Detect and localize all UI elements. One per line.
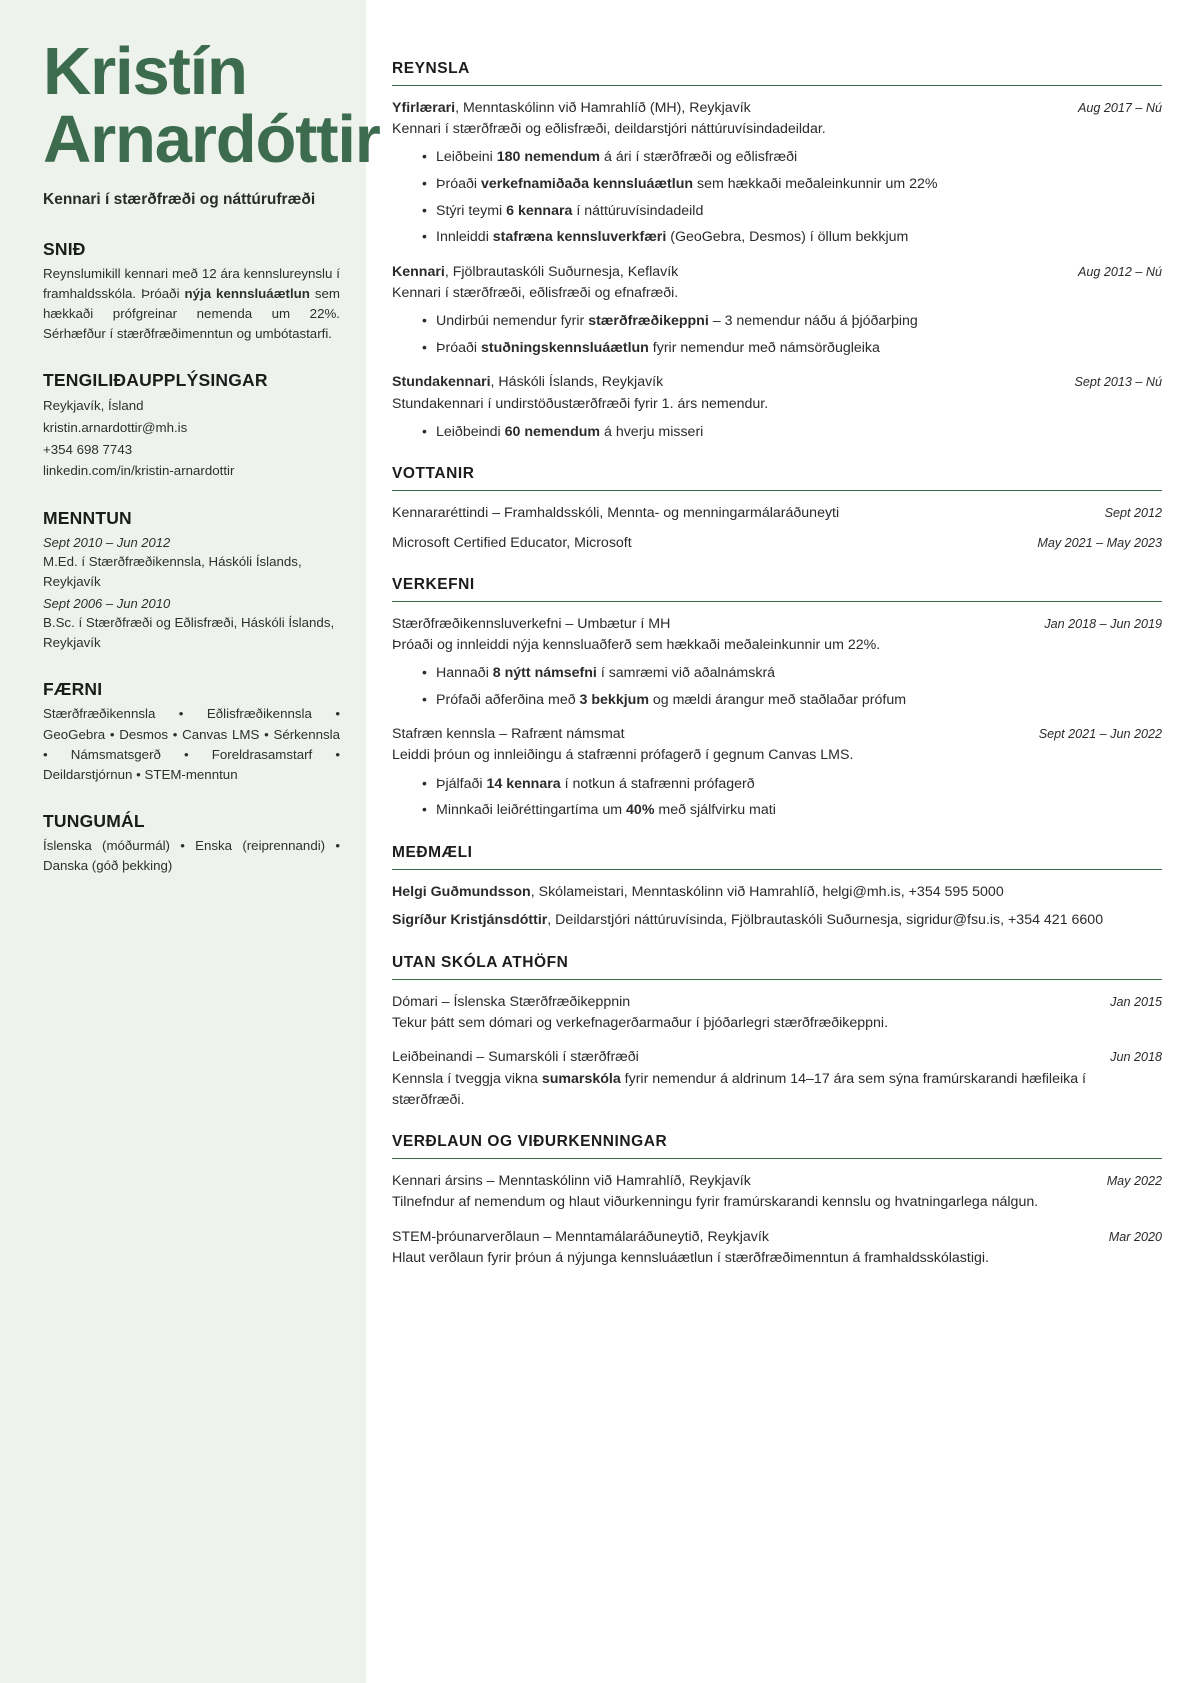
entry-title: [392, 262, 678, 282]
skills-text: Stærðfræðikennsla • Eðlisfræðikennsla • GeoGebra • Desmos • Canvas LMS • Sérkennsla • Námsmatsgerð • Foreldrasamstarf • Deildarstjórnun • STEM-menntun: [43, 706, 340, 782]
reference-item: [392, 910, 1162, 932]
experience-entry: [392, 262, 1162, 360]
bullet-bold: stafræna kennsluverkfæri: [492, 229, 667, 246]
languages-heading: TUNGUMÁL: [43, 811, 145, 832]
bullet-after: með sjálfvirku mati: [654, 802, 776, 819]
certification-text: Microsoft Certified Educator, Microsoft: [392, 535, 632, 551]
bullet-before: Prófaði aðferðina með: [436, 691, 580, 708]
reference-details: , Deildarstjóri náttúruvísinda, Fjölbrautaskóli Suðurnesja, sigridur@fsu.is, +354 421 6600: [547, 912, 1104, 929]
project-summary: Leiddi þróun og innleiðingu á stafrænni prófagerð í gegnum Canvas LMS.: [392, 747, 854, 764]
job-title: Kennari í stærðfræði og náttúrufræði: [43, 190, 316, 208]
bullet-before: Þjálfaði: [436, 775, 487, 792]
languages-text: Íslenska (móðurmál) • Enska (reiprennandi) • Danska (góð þekking): [43, 838, 340, 874]
entry-header: [392, 1227, 1162, 1247]
profile-text-bold: nýja kennsluáætlun: [184, 285, 310, 301]
experience-section: [392, 60, 1162, 443]
references-heading: MEÐMÆLI: [392, 843, 473, 861]
last-name: Arnardóttir: [43, 102, 380, 178]
entry-header: [392, 1171, 1162, 1191]
sidebar: [0, 0, 380, 1683]
award-summary: Hlaut verðlaun fyrir þróun á nýjunga kennsluáætlun í stærðfræðimenntun á framhaldsskólastigi.: [392, 1249, 989, 1266]
entry-header: [392, 262, 1162, 282]
project-title: Stafræn kennsla – Rafrænt námsmat: [392, 726, 625, 743]
bullet-bold: verkefnamiðaða kennsluáætlun: [480, 176, 694, 193]
references-section: [392, 844, 1162, 932]
bullet-bold: 6 kennara: [506, 202, 573, 219]
projects-section: [392, 576, 1162, 822]
entry-title: [392, 98, 751, 118]
entry-header: [392, 614, 1162, 634]
entry-title: [392, 372, 663, 392]
reference-name: Helgi Guðmundsson: [392, 883, 531, 900]
main-content: [366, 0, 1190, 1683]
skills-heading: FÆRNI: [43, 679, 103, 700]
entry-summary: Stundakennari í undirstöðustærðfræði fyrir 1. árs nemendur.: [392, 395, 769, 412]
experience-entry: [392, 372, 1162, 443]
section-divider: [392, 869, 1162, 870]
award-title: Kennari ársins – Menntaskólinn við Hamrahlíð, Reykjavík: [392, 1173, 751, 1190]
certification-item: [392, 503, 1162, 524]
bullet-before: Leiðbeini: [436, 149, 497, 166]
bullet-after: og mældi árangur með staðlaðar prófum: [648, 691, 907, 708]
entry-role: Yfirlærari: [392, 100, 456, 116]
entry-org: , Menntaskólinn við Hamrahlíð (MH), Reykjavík: [455, 100, 751, 116]
extracurricular-entry: [392, 992, 1162, 1034]
education-section: [43, 508, 340, 654]
contact-location: Reykjavík, Ísland: [43, 398, 144, 414]
entry-header: [392, 992, 1162, 1012]
extracurricular-summary: [392, 1013, 1162, 1034]
entry-date: Sept 2013 – Nú: [1074, 375, 1162, 390]
bullet-before: Leiðbeindi: [436, 423, 505, 440]
name-block: [43, 0, 380, 209]
awards-section: [392, 1133, 1162, 1269]
bullet-before: Hannaði: [436, 665, 493, 682]
reference-details: , Skólameistari, Menntaskólinn við Hamrahlíð, helgi@mh.is, +354 595 5000: [530, 883, 1004, 900]
bullet-after: á hverju misseri: [600, 423, 704, 440]
bullet-before: Þróaði: [436, 176, 481, 193]
contact-email[interactable]: kristin.arnardottir@mh.is: [43, 420, 188, 435]
entry-summary: Kennari í stærðfræði og eðlisfræði, deildarstjóri náttúruvísindadeildar.: [392, 121, 826, 138]
certification-text: Kennararéttindi – Framhaldsskóli, Mennta- og menningarmálaráðuneyti: [392, 505, 840, 522]
experience-heading: REYNSLA: [392, 60, 470, 77]
bullet-bold: 3 bekkjum: [579, 691, 649, 708]
bullet-after: sem hækkaði meðaleinkunnir um 22%: [693, 176, 938, 193]
section-divider: [392, 979, 1162, 980]
project-bullets: [392, 663, 1162, 711]
education-desc: M.Ed. í Stærðfræðikennsla, Háskóli Íslands, Reykjavík: [43, 554, 302, 590]
experience-entry: [392, 98, 1162, 249]
skills-section: [43, 679, 340, 785]
summary-bold: sumarskóla: [541, 1070, 621, 1087]
entry-org: , Fjölbrautaskóli Suðurnesja, Keflavík: [444, 263, 679, 280]
bullet-before: Þróaði: [436, 339, 481, 356]
profile-text-before: Reynslumikill kennari með 12 ára kennslureynslu í framhaldsskóla. Þróaði: [43, 265, 340, 301]
project-date: Jan 2018 – Jun 2019: [1044, 616, 1162, 631]
education-item: [43, 594, 340, 653]
bullet-after: á ári í stærðfræði og eðlisfræði: [600, 149, 798, 166]
extracurricular-date: Jun 2018: [1110, 1050, 1162, 1065]
entry-header: [392, 372, 1162, 392]
project-entry: [392, 614, 1162, 712]
bullet-bold: 14 kennara: [486, 775, 561, 792]
education-heading: MENNTUN: [43, 507, 132, 528]
award-title: STEM-þróunarverðlaun – Menntamálaráðuneytið, Reykjavík: [392, 1228, 769, 1245]
contact-section: [43, 370, 340, 481]
extracurricular-title: Dómari – Íslenska Stærðfræðikeppnin: [392, 993, 631, 1010]
bullet-item: [422, 774, 1162, 796]
award-date: Mar 2020: [1108, 1229, 1162, 1244]
profile-text-after: sem hækkaði prófgreinar nemenda um 22%. Sérhæfður í stærðfræðimenntun og umbótastarfi.: [43, 285, 340, 342]
education-item: [43, 533, 340, 592]
bullet-item: [422, 147, 1162, 169]
bullet-before: Innleiddi: [436, 229, 493, 246]
bullet-after: í notkun á stafrænni prófagerð: [560, 775, 755, 792]
contact-phone[interactable]: +354 698 7743: [43, 441, 133, 457]
profile-heading: SNIÐ: [43, 238, 86, 259]
bullet-item: [422, 311, 1162, 333]
bullet-before: Stýri teymi: [436, 202, 507, 219]
bullet-after: fyrir nemendur með námsörðugleika: [648, 339, 880, 356]
bullet-before: Minnkaði leiðréttingartíma um: [436, 802, 627, 819]
certification-date: May 2021 – May 2023: [1037, 536, 1162, 550]
bullet-bold: 8 nýtt námsefni: [492, 665, 597, 682]
bullet-bold: 60 nemendum: [504, 423, 601, 440]
project-date: Sept 2021 – Jun 2022: [1038, 727, 1162, 742]
bullet-item: [422, 227, 1162, 249]
education-date: Sept 2006 – Jun 2010: [43, 595, 171, 611]
contact-heading: TENGILIÐAUPPLÝSINGAR: [43, 370, 268, 391]
entry-header: [392, 1047, 1162, 1067]
profile-section: [43, 239, 340, 345]
bullet-after: í náttúruvísindadeild: [572, 202, 704, 219]
bullet-bold: stuðningskennsluáætlun: [480, 339, 649, 356]
extracurricular-section: [392, 954, 1162, 1111]
project-bullets: [392, 774, 1162, 822]
award-summary: Tilnefndur af nemendum og hlaut viðurkenningu fyrir framúrskarandi kennslu og hvatningarlega nálgun.: [392, 1194, 1039, 1211]
education-desc: B.Sc. í Stærðfræði og Eðlisfræði, Háskóli Íslands, Reykjavík: [43, 615, 335, 651]
bullet-after: í samræmi við aðalnámskrá: [596, 665, 776, 682]
section-divider: [392, 85, 1162, 86]
profile-text: [43, 264, 340, 345]
bullet-item: [422, 663, 1162, 685]
awards-heading: VERÐLAUN OG VIÐURKENNINGAR: [392, 1133, 668, 1151]
section-divider: [392, 1158, 1162, 1159]
bullet-bold: 40%: [626, 802, 655, 819]
extracurricular-date: Jan 2015: [1110, 994, 1162, 1009]
project-title: Stærðfræðikennsluverkefni – Umbætur í MH: [392, 615, 671, 632]
entry-date: Aug 2017 – Nú: [1077, 101, 1162, 115]
extracurricular-title: Leiðbeinandi – Sumarskóli í stærðfræði: [392, 1049, 639, 1066]
project-entry: [392, 724, 1162, 822]
reference-item: [392, 882, 1162, 904]
section-divider: [392, 601, 1162, 602]
entry-role: Stundakennari: [392, 374, 491, 391]
entry-bullets: [392, 147, 1162, 248]
summary-after: fyrir nemendur á aldrinum 14–17 ára sem sýna framúrskarandi hæfileika í stærðfræði.: [392, 1070, 1086, 1108]
bullet-bold: stærðfræðikeppni: [588, 313, 709, 330]
extracurricular-entry: [392, 1047, 1162, 1111]
award-date: May 2022: [1106, 1174, 1162, 1189]
entry-role: Kennari: [392, 263, 445, 280]
extracurricular-heading: UTAN SKÓLA ATHÖFN: [392, 953, 569, 971]
certifications-heading: VOTTANIR: [392, 465, 475, 483]
contact-linkedin[interactable]: linkedin.com/in/kristin-arnardottir: [43, 463, 235, 479]
first-name: Kristín: [43, 34, 247, 109]
projects-heading: VERKEFNI: [392, 575, 475, 593]
entry-date: Aug 2012 – Nú: [1077, 264, 1162, 279]
reference-name: Sigríður Kristjánsdóttir: [392, 912, 548, 929]
bullet-item: [422, 201, 1162, 223]
entry-org: , Háskóli Íslands, Reykjavík: [490, 374, 664, 391]
certification-item: [392, 533, 1162, 554]
languages-section: [43, 811, 340, 876]
award-entry: [392, 1171, 1162, 1213]
entry-header: [392, 98, 1162, 118]
bullet-item: [422, 800, 1162, 822]
project-summary: Þróaði og innleiddi nýja kennsluaðferð sem hækkaði meðaleinkunnir um 22%.: [392, 636, 881, 653]
bullet-after: – 3 nemendur náðu á þjóðarþing: [708, 313, 918, 330]
entry-header: [392, 724, 1162, 744]
certification-date: Sept 2012: [1104, 506, 1162, 521]
entry-bullets: [392, 422, 1162, 444]
summary-before: Tekur þátt sem dómari og verkefnagerðarmaður í þjóðarlegri stærðfræðikeppni.: [392, 1015, 889, 1032]
bullet-before: Undirbúi nemendur fyrir: [436, 313, 589, 330]
award-entry: [392, 1227, 1162, 1269]
extracurricular-summary: [392, 1069, 1162, 1112]
bullet-item: [422, 690, 1162, 712]
entry-summary: Kennari í stærðfræði, eðlisfræði og efnafræði.: [392, 284, 679, 301]
summary-before: Kennsla í tveggja vikna: [392, 1070, 542, 1087]
bullet-item: [422, 174, 1162, 196]
section-divider: [392, 490, 1162, 491]
bullet-bold: 180 nemendum: [496, 149, 601, 166]
certifications-section: [392, 465, 1162, 553]
bullet-item: [422, 338, 1162, 360]
bullet-after: (GeoGebra, Desmos) í öllum bekkjum: [666, 229, 909, 246]
bullet-item: [422, 422, 1162, 444]
entry-bullets: [392, 311, 1162, 359]
education-date: Sept 2010 – Jun 2012: [43, 534, 171, 550]
